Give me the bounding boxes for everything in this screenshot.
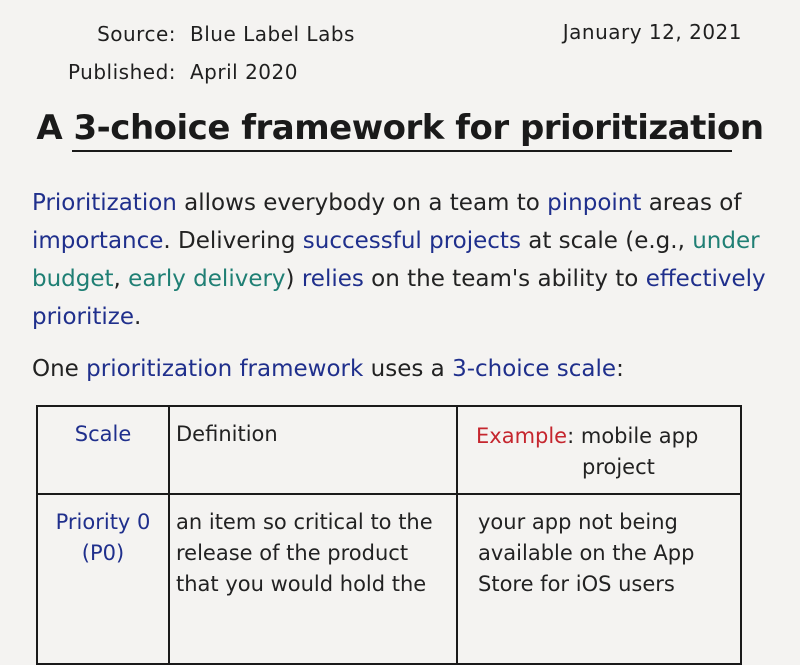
intro-term-importance: importance (32, 228, 164, 254)
published-label: Published: (67, 60, 176, 84)
row-definition-p0: an item so critical to the release of the product that you would hold the (176, 510, 433, 596)
lead-text: uses a (363, 356, 453, 382)
intro-term-effectively-prioritize: effectively prioritize (32, 266, 766, 330)
lead-term-scale: 3-choice scale (452, 356, 617, 382)
document-date: January 12, 2021 (562, 20, 742, 44)
lead-term-framework: prioritization framework (86, 356, 364, 382)
intro-term-under-budget: under budget (32, 228, 760, 292)
intro-text: at scale (e.g., (520, 228, 693, 254)
scale-code: (P0) (81, 541, 125, 565)
example-context-line2: project (582, 455, 655, 479)
table-divider (168, 407, 170, 663)
column-header-example (476, 421, 736, 483)
intro-term-early-delivery: early delivery (128, 266, 286, 292)
source-label: Source: (97, 22, 176, 46)
source-line (96, 22, 355, 46)
intro-term-relies: relies (301, 266, 364, 292)
row-example-p0: your app not being available on the App Store for iOS users (478, 510, 695, 596)
published-line (64, 60, 298, 84)
framework-lead-sentence (32, 350, 782, 388)
column-header-definition: Definition (176, 422, 278, 446)
intro-text: areas of (641, 190, 742, 216)
table-header-divider (38, 493, 740, 495)
intro-text: . Delivering (163, 228, 303, 254)
title-underline (72, 150, 732, 152)
column-header-scale: Scale (74, 422, 132, 446)
intro-text: ) (285, 266, 302, 292)
intro-text: on the team's ability to (363, 266, 646, 292)
scale-name: Priority 0 (55, 510, 151, 534)
intro-text: allows everybody on a team to (176, 190, 548, 216)
lead-text: One (32, 356, 87, 382)
intro-term-prioritization: Prioritization (32, 190, 177, 216)
source-value: Blue Label Labs (190, 22, 355, 46)
intro-paragraph (32, 184, 782, 336)
page-title: A 3-choice framework for prioritization (36, 108, 764, 148)
priority-scale-table (36, 405, 742, 665)
lead-text: : (616, 356, 624, 382)
intro-term-pinpoint: pinpoint (547, 190, 642, 216)
intro-text: . (134, 304, 142, 330)
example-label: Example (476, 424, 568, 448)
example-context: : mobile app (567, 424, 699, 448)
table-divider (456, 407, 458, 663)
published-value: April 2020 (190, 60, 298, 84)
row-scale-p0 (38, 507, 168, 569)
intro-text: , (113, 266, 129, 292)
intro-term-successful-projects: successful projects (302, 228, 521, 254)
